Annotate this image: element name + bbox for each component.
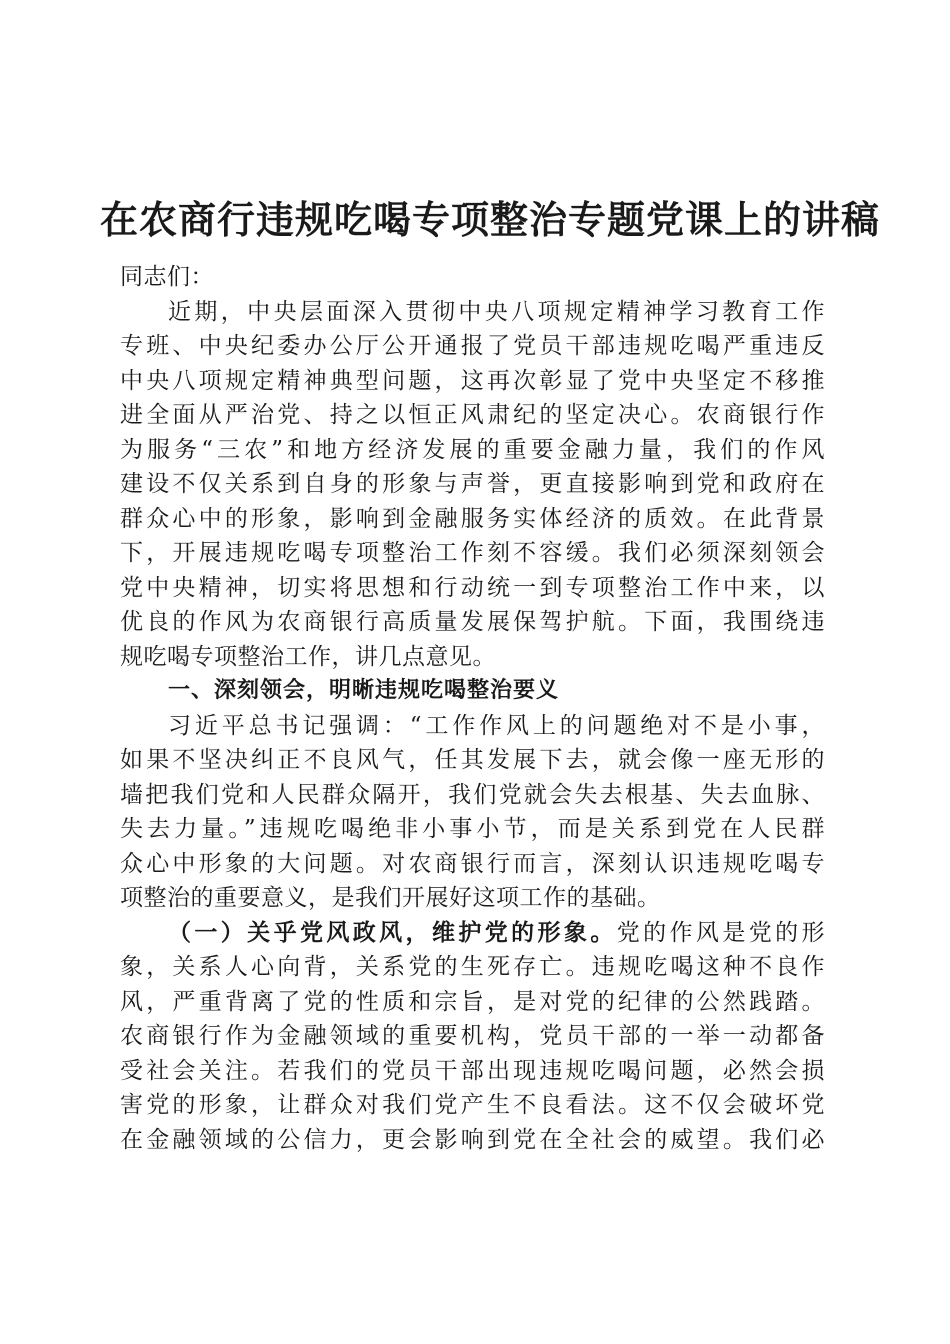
text-line: 众心中形象的大问题。对农商银行而言，深刻认识违规吃喝专 xyxy=(120,850,825,877)
text-line: 失去力量。”违规吃喝绝非小事小节，而是关系到党在人民群 xyxy=(120,816,825,842)
text-line: 中央八项规定精神典型问题，这再次彰显了党中央坚定不移推 xyxy=(120,367,825,394)
text-line: 建设不仅关系到自身的形象与声誉，更直接影响到党和政府在 xyxy=(120,471,825,497)
text-line: 群众心中的形象，影响到金融服务实体经济的质效。在此背景 xyxy=(120,505,825,532)
text-line: 优良的作风为农商银行高质量发展保驾护航。下面，我围绕违 xyxy=(120,609,825,635)
text-line: 为服务“三农”和地方经济发展的重要金融力量，我们的作风 xyxy=(120,436,825,463)
subsection-heading-1: （一）关乎党风政风，维护党的形象。 xyxy=(168,918,617,946)
text-line: 害党的形象，让群众对我们党产生不良看法。这不仅会破坏党 xyxy=(120,1092,825,1118)
text-line: 专班、中央纪委办公厅公开通报了党员干部违规吃喝严重违反 xyxy=(120,333,825,359)
text-line: 规吃喝专项整治工作，讲几点意见。 xyxy=(120,643,496,670)
text-line: 在金融领域的公信力，更会影响到党在全社会的威望。我们必 xyxy=(120,1126,825,1153)
text-line: 党中央精神，切实将思想和行动统一到专项整治工作中来，以 xyxy=(120,574,825,601)
text-line: 象，关系人心向背，关系党的生死存亡。违规吃喝这种不良作 xyxy=(120,954,825,980)
text-line: 进全面从严治党、持之以恒正风肃纪的坚定决心。农商银行作 xyxy=(120,402,825,428)
text-line: 风，严重背离了党的性质和宗旨，是对党的纪律的公然践踏。 xyxy=(120,988,825,1015)
document-title: 在农商行违规吃喝专项整治专题党课上的讲稿 xyxy=(100,197,881,242)
text-line: 受社会关注。若我们的党员干部出现违规吃喝问题，必然会损 xyxy=(120,1057,825,1084)
text-line: 墙把我们党和人民群众隔开，我们党就会失去根基、失去血脉、 xyxy=(120,781,825,808)
text-line xyxy=(120,916,825,951)
text-line: 习近平总书记强调：“工作作风上的问题绝对不是小事， xyxy=(168,712,825,739)
text-line: 下，开展违规吃喝专项整治工作刻不容缓。我们必须深刻领会 xyxy=(120,540,825,566)
paragraph-subsection-1 xyxy=(120,916,825,1158)
text-line: 项整治的重要意义，是我们开展好这项工作的基础。 xyxy=(120,885,661,911)
subsection-text: 党的作风是党的形 xyxy=(616,919,826,946)
text-line: 农商银行作为金融领域的重要机构，党员干部的一举一动都备 xyxy=(120,1023,825,1049)
document-body xyxy=(120,260,825,1157)
paragraph-section-1 xyxy=(120,709,825,916)
salutation: 同志们： xyxy=(120,264,214,290)
text-line: 近期，中央层面深入贯彻中央八项规定精神学习教育工作 xyxy=(168,298,825,325)
paragraph-intro xyxy=(120,295,825,675)
section-heading-1: 一、深刻领会，明晰违规吃喝整治要义 xyxy=(168,678,560,703)
text-line: 如果不坚决纠正不良风气，任其发展下去，就会像一座无形的 xyxy=(120,747,825,773)
